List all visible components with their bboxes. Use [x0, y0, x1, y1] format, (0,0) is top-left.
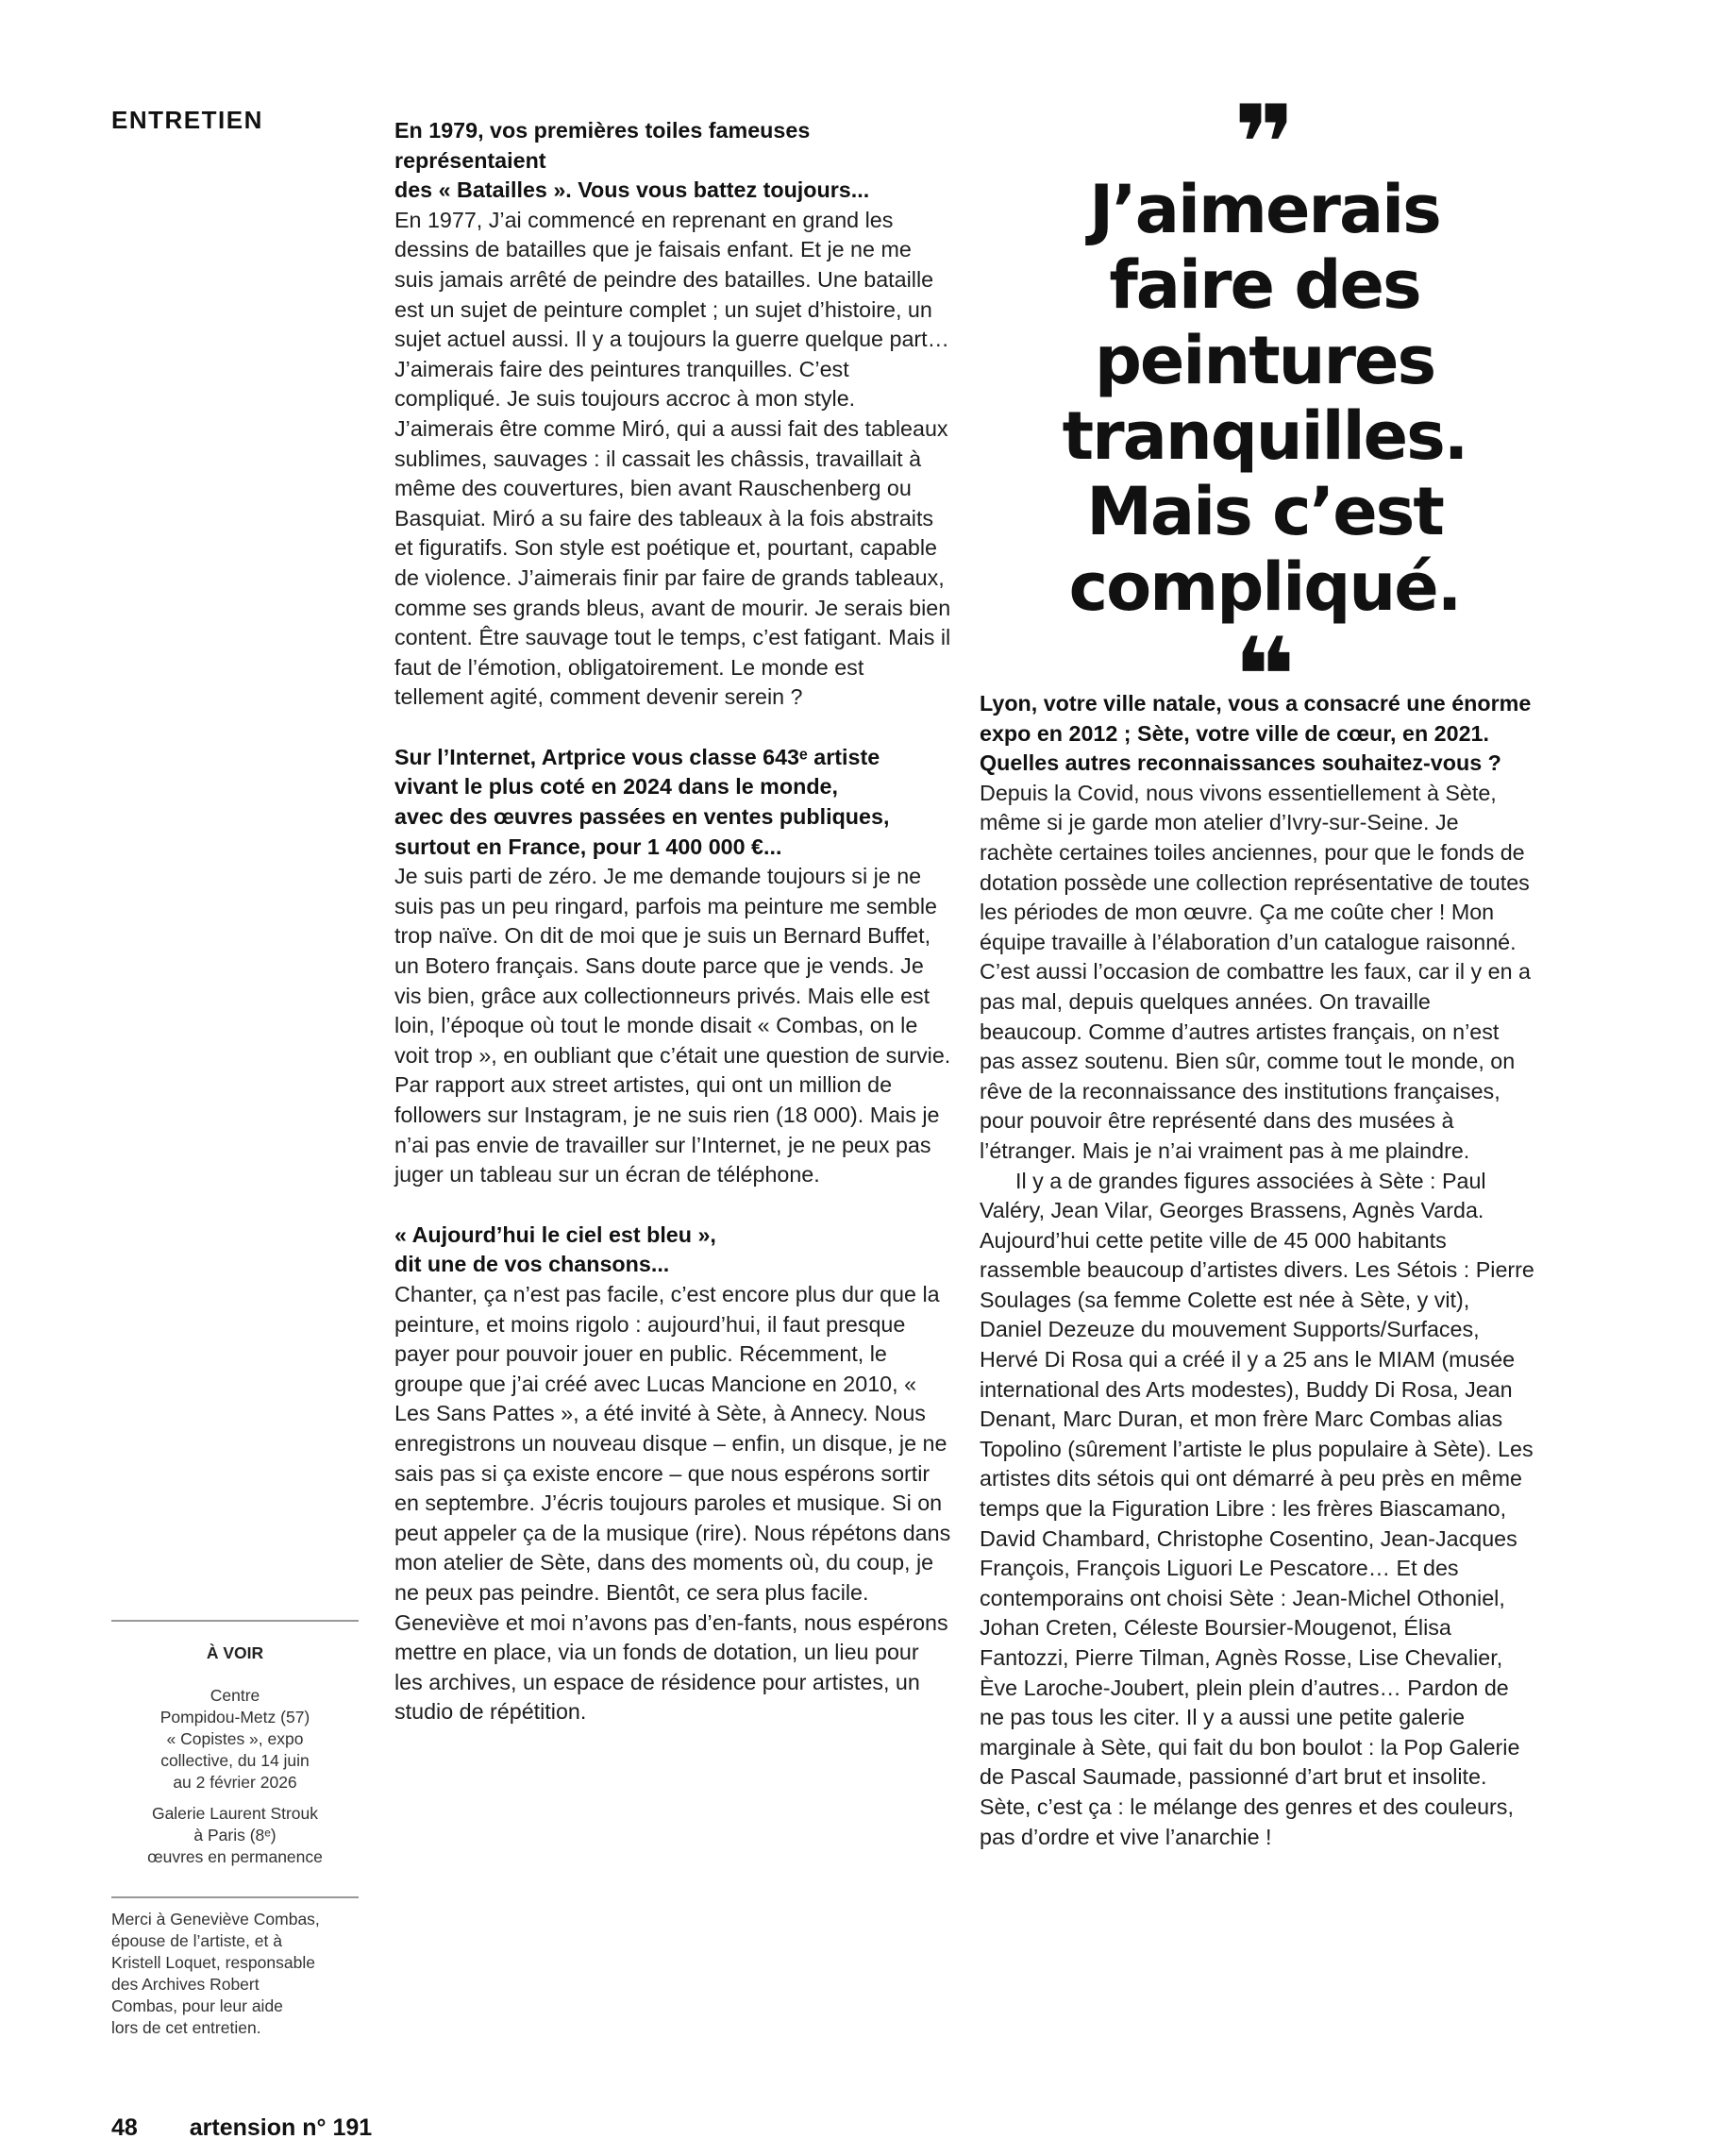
question-line: Sur l’Internet, Artprice vous classe 643ᵉ artiste: [394, 744, 880, 769]
qa-block: [394, 116, 951, 713]
answer: [394, 1280, 951, 1727]
note-line: Combas, pour leur aide: [111, 1996, 283, 2015]
qa-block: [980, 689, 1536, 1852]
pull-quote-line: faire des: [1109, 246, 1420, 324]
question-line: Quelles autres reconnaissances souhaitez-vous ?: [980, 750, 1501, 776]
qa-block: [394, 743, 951, 1190]
question-line: Lyon, votre ville natale, vous a consacré une énorme: [980, 691, 1532, 716]
column-right: [980, 689, 1536, 1882]
question-line: dit une de vos chansons...: [394, 1252, 670, 1277]
opening-quote-mark-icon: ❝: [1233, 615, 1296, 738]
question-line: des « Batailles ». Vous vous battez toujours...: [394, 177, 870, 203]
a-voir-item-line: Centre: [210, 1686, 260, 1705]
pull-quote-text: [1000, 172, 1529, 625]
question-line: « Aujourd’hui le ciel est bleu »,: [394, 1221, 716, 1247]
answer: [394, 862, 951, 1190]
a-voir-item-line: Galerie Laurent Strouk: [151, 1804, 319, 1823]
page-footer: [111, 2114, 372, 2142]
qa-block: [394, 1221, 951, 1727]
question-line: surtout en France, pour 1 400 000 €...: [394, 834, 782, 859]
pull-quote-line: J’aimerais: [1089, 171, 1440, 248]
question: [394, 743, 951, 862]
answer-paragraph: Il y a de grandes figures associées à Sète : Paul Valéry, Jean Vilar, Georges Brassens, Agnès Varda. Aujourd’hui cette petite ville de 45 000 habitants rassemble beaucoup d’artistes divers. Les Sétois : Pierre Soulages (sa femme Colette est née à Sète, y vit), Daniel Dezeuze du mouvement Supports/Surfaces, Hervé Di Rosa qui a créé il y a 25 ans le MIAM (musée international des Arts modestes), Buddy Di Rosa, Jean Denant, Marc Duran, et mon frère Marc Combas alias Topolino (sûrement l’artiste le plus populaire à Sète). Les artistes dits sétois qui ont démarré à peu près en même temps que la Figuration Libre : les frères Biascamano, David Chambard, Christophe Cosentino, Jean-Jacques François, François Liguori Le Pescatore… Et des contemporains ont choisi Sète : Jean-Michel Othoniel, Johan Creten, Céleste Boursier-Mougenot, Élisa Fantozzi, Pierre Tilman, Agnès Rosse, Lise Chevalier, Ève Laroche-Joubert, plein plein d’autres… Pardon de ne pas tous les citer. Il y a aussi une petite galerie marginale à Sète, qui fait du bon boulot : la Pop Galerie de Pascal Saumade, passionné d’art brut et insolite. Sète, c’est ça : le mélange des genres et des couleurs, pas d’ordre et vive l’anarchie !: [980, 1168, 1534, 1849]
a-voir-item: [111, 1685, 359, 1794]
magazine-issue: artension n° 191: [189, 2114, 373, 2141]
column-middle: [394, 116, 951, 1758]
a-voir-item-line: à Paris (8ᵉ): [193, 1826, 277, 1844]
a-voir-item: [111, 1803, 359, 1868]
answer-paragraph: Je suis parti de zéro. Je me demande toujours si je ne suis pas un peu ringard, parfois ma peinture me semble trop naïve. On dit de moi que je suis un Bernard Buffet, un Botero français. Sans doute parce que je vends. Je vis bien, grâce aux collectionneurs privés. Mais elle est loin, l’époque où tout le monde disait « Combas, on le voit trop », en oubliant que c’était une question de survie. Par rapport aux street artistes, qui ont un million de followers sur Instagram, je ne suis rien (18 000). Mais je n’ai pas envie de travailler sur l’Internet, je ne peux pas juger un tableau sur un écran de téléphone.: [394, 864, 951, 1187]
a-voir-box: [111, 1620, 359, 1898]
pull-quote-line: peintures: [1094, 322, 1435, 399]
answer: [394, 206, 951, 713]
section-label: ENTRETIEN: [111, 106, 263, 134]
a-voir-item-line: collective, du 14 juin: [160, 1751, 310, 1770]
a-voir-title: À VOIR: [206, 1643, 264, 1662]
question-line: expo en 2012 ; Sète, votre ville de cœur, en 2021.: [980, 720, 1489, 746]
a-voir-item-line: œuvres en permanence: [147, 1847, 323, 1866]
answer: [980, 779, 1536, 1852]
question: [980, 689, 1536, 779]
question: [394, 1221, 951, 1280]
closing-quote-mark-icon: ❞: [1233, 83, 1296, 206]
page-number: 48: [111, 2114, 138, 2141]
pull-quote-line: tranquilles.: [1062, 397, 1467, 475]
a-voir-item-line: Pompidou-Metz (57): [159, 1708, 310, 1726]
note-line: lors de cet entretien.: [111, 2018, 261, 2037]
a-voir-items: [111, 1685, 359, 1868]
answer-paragraph: Chanter, ça n’est pas facile, c’est encore plus dur que la peinture, et moins rigolo : aujourd’hui, il faut presque payer pour pouvoir jouer en public. Récemment, le groupe que j’ai créé avec Lucas Mancione en 2010, « Les Sans Pattes », a été invité à Sète, à Annecy. Nous enregistrons un nouveau disque – enfin, un disque, je ne sais pas si ça existe encore – que nous espérons sortir en septembre. J’écris toujours paroles et musique. Si on peut appeler ça de la musique (rire). Nous répétons dans mon atelier de Sète, dans des moments où, du coup, je ne peux pas peindre. Bientôt, ce sera plus facile. Geneviève et moi n’avons pas d’en-fants, nous espérons mettre en place, via un fonds de dotation, un lieu pour les archives, un espace de résidence pour artistes, un studio de répétition.: [394, 1281, 951, 1725]
acknowledgement-note: [111, 1909, 338, 2039]
note-line: Kristell Loquet, responsable: [111, 1953, 315, 1972]
note-line: épouse de l’artiste, et à: [111, 1931, 282, 1950]
pull-quote-line: compliqué.: [1068, 548, 1461, 626]
question: [394, 116, 951, 206]
question-line: avec des œuvres passées en ventes publiques,: [394, 804, 890, 830]
a-voir-item-line: « Copistes », expo: [166, 1729, 304, 1748]
a-voir-item-line: au 2 février 2026: [173, 1773, 297, 1792]
answer-paragraph: Depuis la Covid, nous vivons essentiellement à Sète, même si je garde mon atelier d’Ivry-sur-Seine. Je rachète certaines toiles anciennes, pour que le fonds de dotation possède une collection représentative de toutes les périodes de mon œuvre. Ça me coûte cher ! Mon équipe travaille à l’élaboration d’un catalogue raisonné. C’est aussi l’occasion de combattre les faux, car il y en a pas mal, depuis quelques années. On travaille beaucoup. Comme d’autres artistes français, on n’est pas assez soutenu. Bien sûr, comme tout le monde, on rêve de la reconnaissance des institutions françaises, pour pouvoir être représenté dans des musées à l’étranger. Mais je n’ai vraiment pas à me plaindre.: [980, 780, 1531, 1163]
pull-quote-line: Mais c’est: [1086, 473, 1443, 550]
answer-paragraph: En 1977, J’ai commencé en reprenant en grand les dessins de batailles que je faisais enfant. Et je ne me suis jamais arrêté de peindre des batailles. Une bataille est un sujet de peinture complet ; un sujet d’histoire, un sujet actuel aussi. Il y a toujours la guerre quelque part… J’aimerais faire des peintures tranquilles. C’est compliqué. Je suis toujours accroc à mon style. J’aimerais être comme Miró, qui a aussi fait des tableaux sublimes, sauvages : il cassait les châssis, travaillait à même des couvertures, bien avant Rauschenberg ou Basquiat. Miró a su faire des tableaux à la fois abstraits et figuratifs. Son style est poétique et, pourtant, capable de violence. J’aimerais finir par faire de grands tableaux, comme ses grands bleus, avant de mourir. Je serais bien content. Être sauvage tout le temps, c’est fatigant. Mais il faut de l’émotion, obligatoirement. Le monde est tellement agité, comment devenir serein ?: [394, 207, 951, 710]
note-line: des Archives Robert: [111, 1975, 260, 1994]
note-line: Merci à Geneviève Combas,: [111, 1910, 320, 1929]
question-line: En 1979, vos premières toiles fameuses représentaient: [394, 118, 811, 173]
question-line: vivant le plus coté en 2024 dans le monde,: [394, 774, 838, 800]
